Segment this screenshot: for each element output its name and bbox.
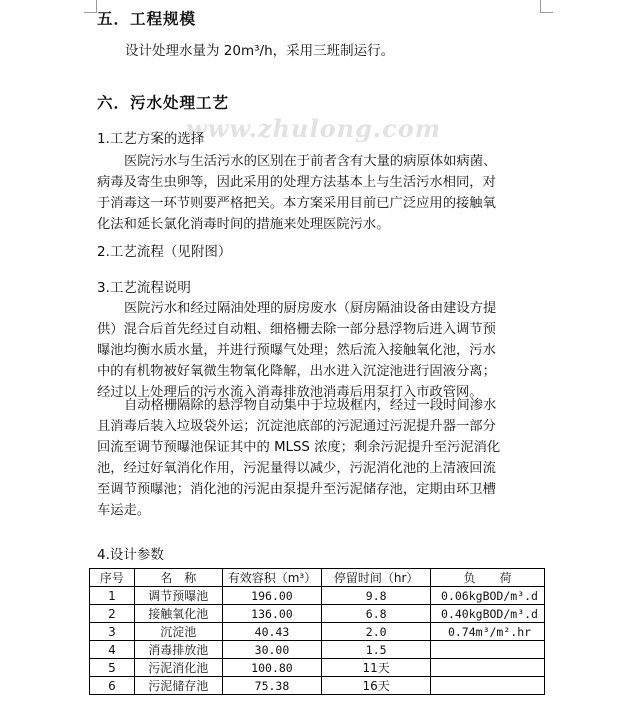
cell-name: 接触氧化池 [134, 605, 222, 623]
header-name: 名 称 [134, 569, 222, 587]
section5-body: 设计处理水量为 20m³/h，采用三班制运行。 [125, 43, 395, 59]
subsection-4-title: 4.设计参数 [97, 547, 164, 563]
paragraph-line: 经过以上处理后的污水流入消毒排放池消毒后用泵打入市政管网。 [97, 385, 483, 400]
table-header-row [90, 569, 545, 587]
cell-volume: 136.00 [222, 605, 322, 623]
header-index: 序号 [90, 569, 135, 587]
cell-load: 0.06kgBOD/m³.d [431, 587, 545, 605]
cell-index: 4 [90, 641, 135, 659]
paragraph-line: 自动格栅隔除的悬浮物自动集中于垃圾框内，经过一段时间渗水 [124, 398, 497, 413]
watermark: www.zhulong.com [186, 114, 442, 143]
table-row [90, 641, 545, 659]
subsection-3-paragraph-b [97, 395, 545, 521]
paragraph-line: 回流至调节预曝池保证其中的 MLSS 浓度；剩余污泥提升至污泥消化 [97, 440, 501, 455]
cell-volume: 75.38 [222, 677, 322, 695]
cell-load [431, 677, 545, 695]
table-row [90, 605, 545, 623]
section5-heading: 五．工程规模 [97, 10, 197, 28]
header-load: 负 荷 [431, 569, 545, 587]
cell-volume: 30.00 [222, 641, 322, 659]
paragraph-line: 车运走。 [97, 503, 151, 518]
cell-name: 沉淀池 [134, 623, 222, 641]
subsection-1-paragraph [97, 151, 545, 235]
paragraph-line: 病毒及寄生虫卵等，因此采用的处理方法基本上与生活污水相同，对 [97, 175, 496, 190]
cell-volume: 40.43 [222, 623, 322, 641]
cell-name: 消毒排放池 [134, 641, 222, 659]
table-row [90, 587, 545, 605]
cell-index: 3 [90, 623, 135, 641]
paragraph-line: 至调节预曝池；消化池的污泥由泵提升至污泥储存池，定期由环卫槽 [97, 482, 496, 497]
section6-heading: 六．污水处理工艺 [97, 94, 230, 112]
cell-load: 0.40kgBOD/m³.d [431, 605, 545, 623]
cell-retention-time: 6.8 [322, 605, 431, 623]
cell-index: 6 [90, 677, 135, 695]
cell-retention-time: 9.8 [322, 587, 431, 605]
paragraph-line: 医院污水和经过隔油处理的厨房废水（厨房隔油设备由建设方提 [124, 301, 497, 316]
cell-load: 0.74m³/m².hr [431, 623, 545, 641]
cell-volume: 100.80 [222, 659, 322, 677]
cell-name: 污泥消化池 [134, 659, 222, 677]
table-row [90, 623, 545, 641]
design-parameters-table [89, 568, 545, 695]
paragraph-line: 且消毒后装入垃圾袋外运；沉淀池底部的污泥通过污泥提升器一部分 [97, 419, 496, 434]
paragraph-line: 池，经过好氧消化作用，污泥量得以减少，污泥消化池的上清液回流 [97, 461, 496, 476]
table-row [90, 659, 545, 677]
cell-load [431, 659, 545, 677]
paragraph-line: 中的有机物被好氧微生物氧化降解，出水进入沉淀池进行固液分离； [97, 364, 496, 379]
page-corner-mark-left [84, 0, 97, 13]
cell-retention-time: 1.5 [322, 641, 431, 659]
subsection-3-title: 3.工艺流程说明 [97, 280, 191, 296]
header-volume: 有效容积（m³） [222, 569, 322, 587]
paragraph-line: 化法和延长氯化消毒时间的措施来处理医院污水。 [97, 217, 390, 232]
subsection-1-title: 1.工艺方案的选择 [97, 131, 205, 147]
paragraph-line: 于消毒这一环节则要严格把关。本方案采用目前已广泛应用的接触氧 [97, 196, 496, 211]
cell-index: 1 [90, 587, 135, 605]
cell-retention-time: 11天 [322, 659, 431, 677]
cell-index: 2 [90, 605, 135, 623]
paragraph-line: 供）混合后首先经过自动粗、细格栅去除一部分悬浮物后进入调节预 [97, 322, 496, 337]
paragraph-line: 曝池均衡水质水量，并进行预曝气处理；然后流入接触氧化池，污水 [97, 343, 496, 358]
cell-volume: 196.00 [222, 587, 322, 605]
cell-index: 5 [90, 659, 135, 677]
cell-name: 调节预曝池 [134, 587, 222, 605]
table-row [90, 677, 545, 695]
cell-name: 污泥储存池 [134, 677, 222, 695]
page-corner-mark-right [540, 0, 553, 13]
cell-retention-time: 16天 [322, 677, 431, 695]
header-retention-time: 停留时间（hr） [322, 569, 431, 587]
subsection-2-title: 2.工艺流程（见附图） [97, 244, 232, 260]
cell-load [431, 641, 545, 659]
subsection-3-paragraph-a [97, 298, 545, 403]
paragraph-line: 医院污水与生活污水的区别在于前者含有大量的病原体如病菌、 [124, 154, 497, 169]
cell-retention-time: 2.0 [322, 623, 431, 641]
